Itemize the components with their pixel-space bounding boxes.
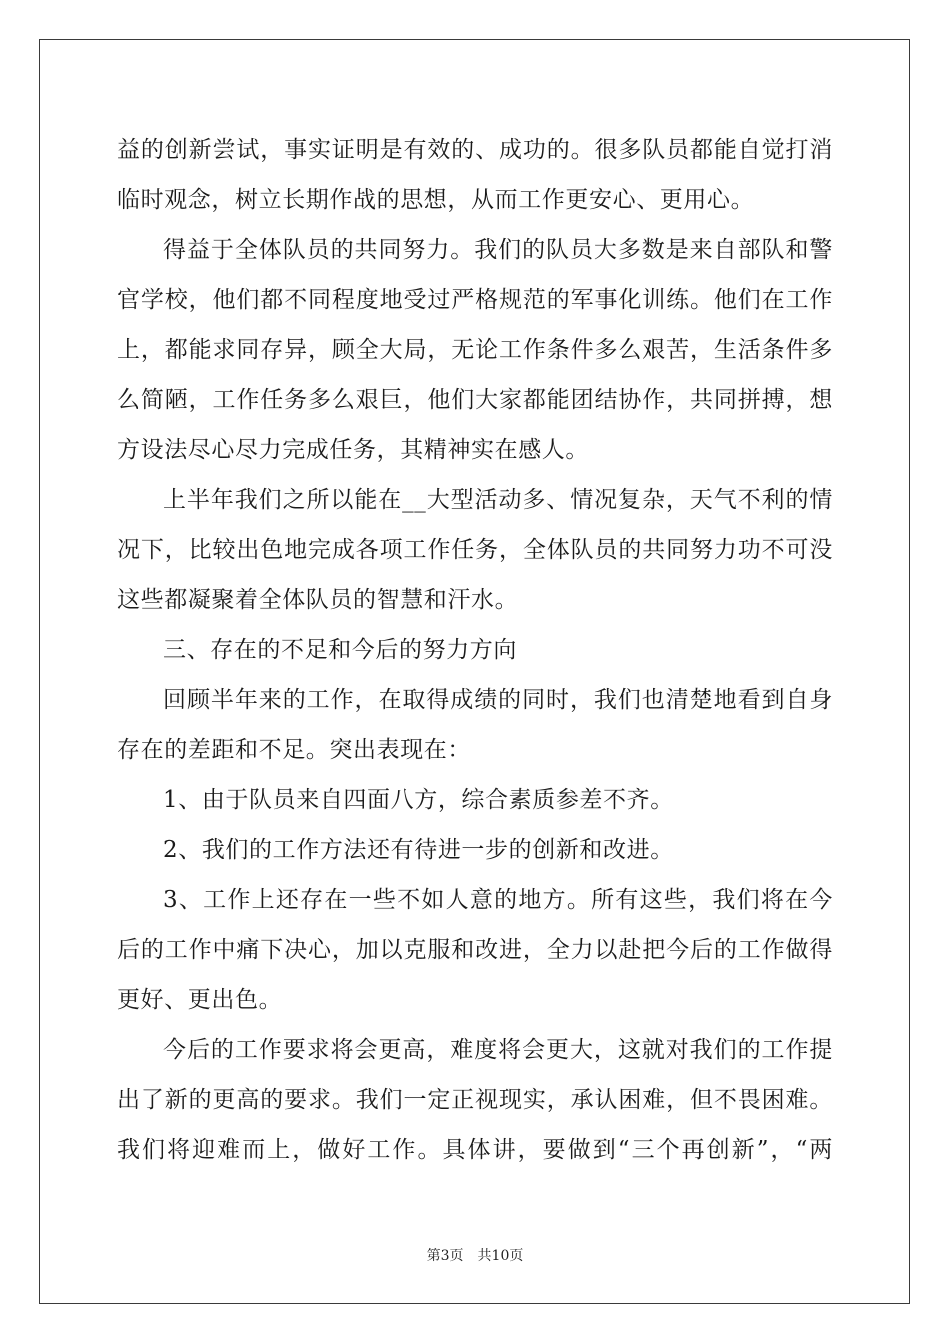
page-total: 共10页: [477, 1248, 524, 1264]
page-number: 第3页: [426, 1248, 464, 1264]
text-line: 更好、更出色。: [117, 987, 283, 1013]
text-line: 这些都凝聚着全体队员的智慧和汗水。: [117, 587, 519, 613]
paragraph-start: 回顾半年来的工作，在取得成绩的同时，我们也清楚地看到自身: [163, 687, 833, 713]
text-line: 上，都能求同存异，顾全大局，无论工作条件多么艰苦，生活条件多: [117, 337, 833, 363]
paragraph-start: 上半年我们之所以能在__大型活动多、情况复杂，天气不利的情: [163, 487, 833, 513]
page-footer: [0, 1245, 950, 1265]
section-heading: 三、存在的不足和今后的努力方向: [163, 637, 517, 663]
text-line: 后的工作中痛下决心，加以克服和改进，全力以赴把今后的工作做得: [117, 937, 833, 963]
text-line: 临时观念，树立长期作战的思想，从而工作更安心、更用心。: [117, 187, 755, 213]
text-line: 方设法尽心尽力完成任务，其精神实在感人。: [117, 437, 589, 463]
text-line: 官学校，他们都不同程度地受过严格规范的军事化训练。他们在工作: [117, 287, 833, 313]
text-line: 么简陋，工作任务多么艰巨，他们大家都能团结协作，共同拼搏，想: [117, 387, 833, 413]
text-line: 益的创新尝试，事实证明是有效的、成功的。很多队员都能自觉打消: [117, 137, 833, 163]
text-line: 况下，比较出色地完成各项工作任务，全体队员的共同努力功不可没: [117, 537, 833, 563]
paragraph-start: 今后的工作要求将会更高，难度将会更大，这就对我们的工作提: [163, 1037, 833, 1063]
text-line: 存在的差距和不足。突出表现在：: [117, 737, 471, 763]
list-item: 3、工作上还存在一些不如人意的地方。所有这些，我们将在今: [163, 887, 833, 913]
text-line: 我们将迎难而上，做好工作。具体讲，要做到“三个再创新”，“两: [117, 1137, 833, 1163]
text-line: 出了新的更高的要求。我们一定正视现实，承认困难，但不畏困难。: [117, 1087, 833, 1113]
list-item: 2、我们的工作方法还有待进一步的创新和改进。: [163, 837, 674, 863]
list-item: 1、由于队员来自四面八方，综合素质参差不齐。: [163, 787, 674, 813]
paragraph-start: 得益于全体队员的共同努力。我们的队员大多数是来自部队和警: [163, 237, 833, 263]
document-body: [117, 128, 833, 1178]
